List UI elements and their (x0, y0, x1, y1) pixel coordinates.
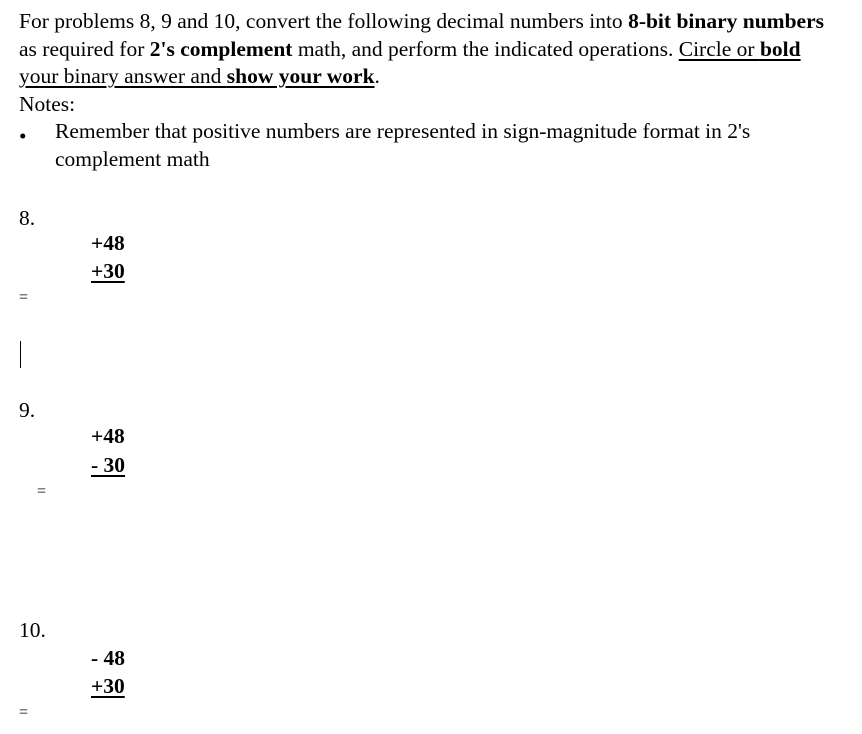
notes-label: Notes: (19, 92, 76, 116)
text-cursor (20, 341, 21, 368)
bullet-icon: • (19, 124, 27, 148)
problem-10-bottom-operand: +30 (91, 674, 125, 698)
instructions-text-4: Circle or (678, 36, 760, 61)
instructions-paragraph (19, 8, 839, 91)
instructions-bold-twos-complement: 2's complement (149, 36, 293, 61)
problem-9-bottom-operand: - 30 (91, 453, 126, 477)
instructions-text-2: as required for (19, 36, 150, 61)
instructions-bold-bold: bold (759, 36, 801, 61)
problem-8-bottom-operand: +30 (91, 259, 125, 283)
instructions-text-1: For problems 8, 9 and 10, convert the following decimal numbers into (19, 9, 629, 33)
problem-8-number: 8. (19, 206, 36, 230)
problem-8-equals: = (19, 289, 29, 306)
instructions-bold-8bit: 8-bit binary numbers (628, 9, 824, 33)
instructions-bold-show-work: show your work (226, 64, 375, 88)
note-item: Remember that positive numbers are represented in sign-magnitude format in 2's complement math (55, 119, 751, 171)
instructions-text-5: your binary answer and (19, 64, 227, 88)
problem-10-number: 10. (19, 618, 46, 642)
problem-8-top-operand: +48 (91, 231, 125, 255)
problem-10-top-operand: - 48 (91, 646, 126, 670)
problem-9-equals: = (37, 483, 47, 500)
problem-9-number: 9. (19, 398, 36, 422)
problem-10-equals: = (19, 704, 29, 721)
instructions-period: . (374, 64, 380, 88)
problem-9-top-operand: +48 (91, 424, 125, 448)
instructions-text-3: math, and perform the indicated operations. (292, 36, 679, 61)
